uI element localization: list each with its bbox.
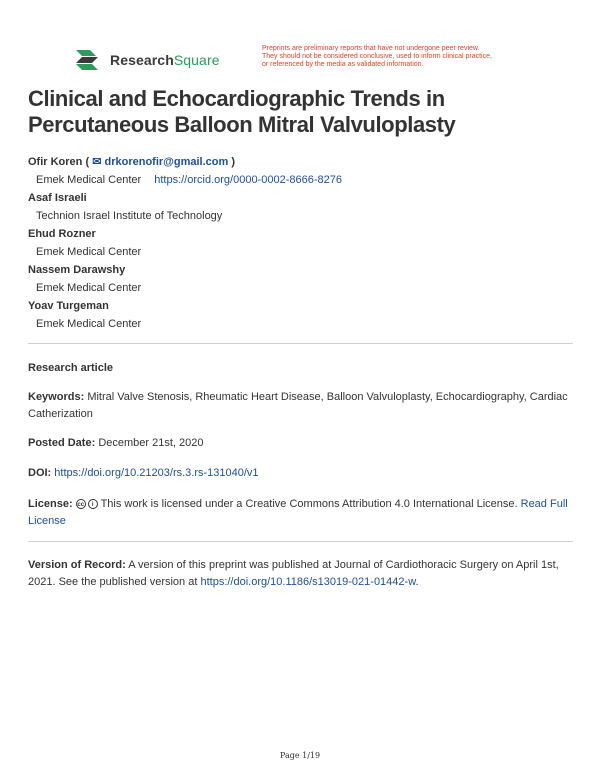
section-divider <box>28 541 573 542</box>
license-text: This work is licensed under a Creative Commons Attribution 4.0 International License. <box>100 498 518 510</box>
posted-date-label: Posted Date: <box>28 437 96 449</box>
preprint-disclaimer <box>262 45 552 69</box>
logo-text-main: Research <box>110 52 174 68</box>
vor-label: Version of Record: <box>28 559 126 571</box>
logo-text-accent: Square <box>173 52 220 68</box>
author-affiliation: Emek Medical Center <box>36 282 142 294</box>
author-email-link[interactable]: drkorenofir@gmail.com <box>104 156 229 168</box>
keywords-label: Keywords: <box>28 391 85 403</box>
vor-link[interactable]: https://doi.org/10.1186/s13019-021-01442-w <box>200 576 416 588</box>
license-label: License: <box>28 498 73 510</box>
affiliation-text: Emek Medical Center <box>36 174 142 186</box>
cc-by-icon: cc i <box>76 499 98 509</box>
paper-title: Clinical and Echocardiographic Trends in Percutaneous Balloon Mitral Valvuloplasty <box>28 86 456 137</box>
logo-text <box>110 52 220 68</box>
author-affiliation: Technion Israel Institute of Technology <box>36 210 223 222</box>
license-block <box>28 496 573 530</box>
disclaimer-line: Preprints are preliminary reports that have not undergone peer review. <box>262 45 480 52</box>
doi-block <box>28 465 573 482</box>
disclaimer-line: They should not be considered conclusive, used to inform clinical practice, <box>262 53 492 60</box>
author-name <box>28 153 573 171</box>
keywords-block <box>28 389 573 423</box>
author-name: Ehud Rozner <box>28 228 96 240</box>
disclaimer-line: or referenced by the media as validated information. <box>262 61 424 68</box>
envelope-icon: ✉ <box>92 156 102 168</box>
vor-text: A version of this preprint was published at Journal of Cardiothoracic Surgery on April 1st, 2021. See the published version at <box>28 559 559 588</box>
page-number: Page 1/19 <box>279 751 321 760</box>
orcid-link[interactable]: https://orcid.org/0000-0002-8666-8276 <box>154 174 342 186</box>
section-divider <box>28 343 573 344</box>
author-name: Asaf Israeli <box>28 192 87 204</box>
research-square-logo-icon <box>74 48 104 72</box>
author-name: Yoav Turgeman <box>28 300 109 312</box>
author-affiliation: Emek Medical Center <box>36 318 142 330</box>
vor-end: . <box>415 576 419 588</box>
keywords-text: Mitral Valve Stenosis, Rheumatic Heart Disease, Balloon Valvuloplasty, Echocardiography, Cardiac Catherization <box>28 391 568 420</box>
posted-date-value: December 21st, 2020 <box>98 437 204 449</box>
read-full-license-link[interactable]: Read Full License <box>28 498 568 527</box>
posted-date-block <box>28 435 573 452</box>
author-affiliation <box>28 171 573 189</box>
author-name-text: Ofir Koren <box>28 156 83 168</box>
version-of-record-block <box>28 557 573 591</box>
email-wrapper: ( ✉ drkorenofir@gmail.com ) <box>85 156 236 168</box>
research-square-logo[interactable] <box>74 48 220 72</box>
doi-label: DOI: <box>28 467 52 479</box>
author-list <box>28 153 573 333</box>
doi-link[interactable]: https://doi.org/10.21203/rs.3.rs-131040/v1 <box>54 467 259 479</box>
author-name: Nassem Darawshy <box>28 264 126 276</box>
article-type: Research article <box>28 362 113 374</box>
author-affiliation: Emek Medical Center <box>36 246 142 258</box>
